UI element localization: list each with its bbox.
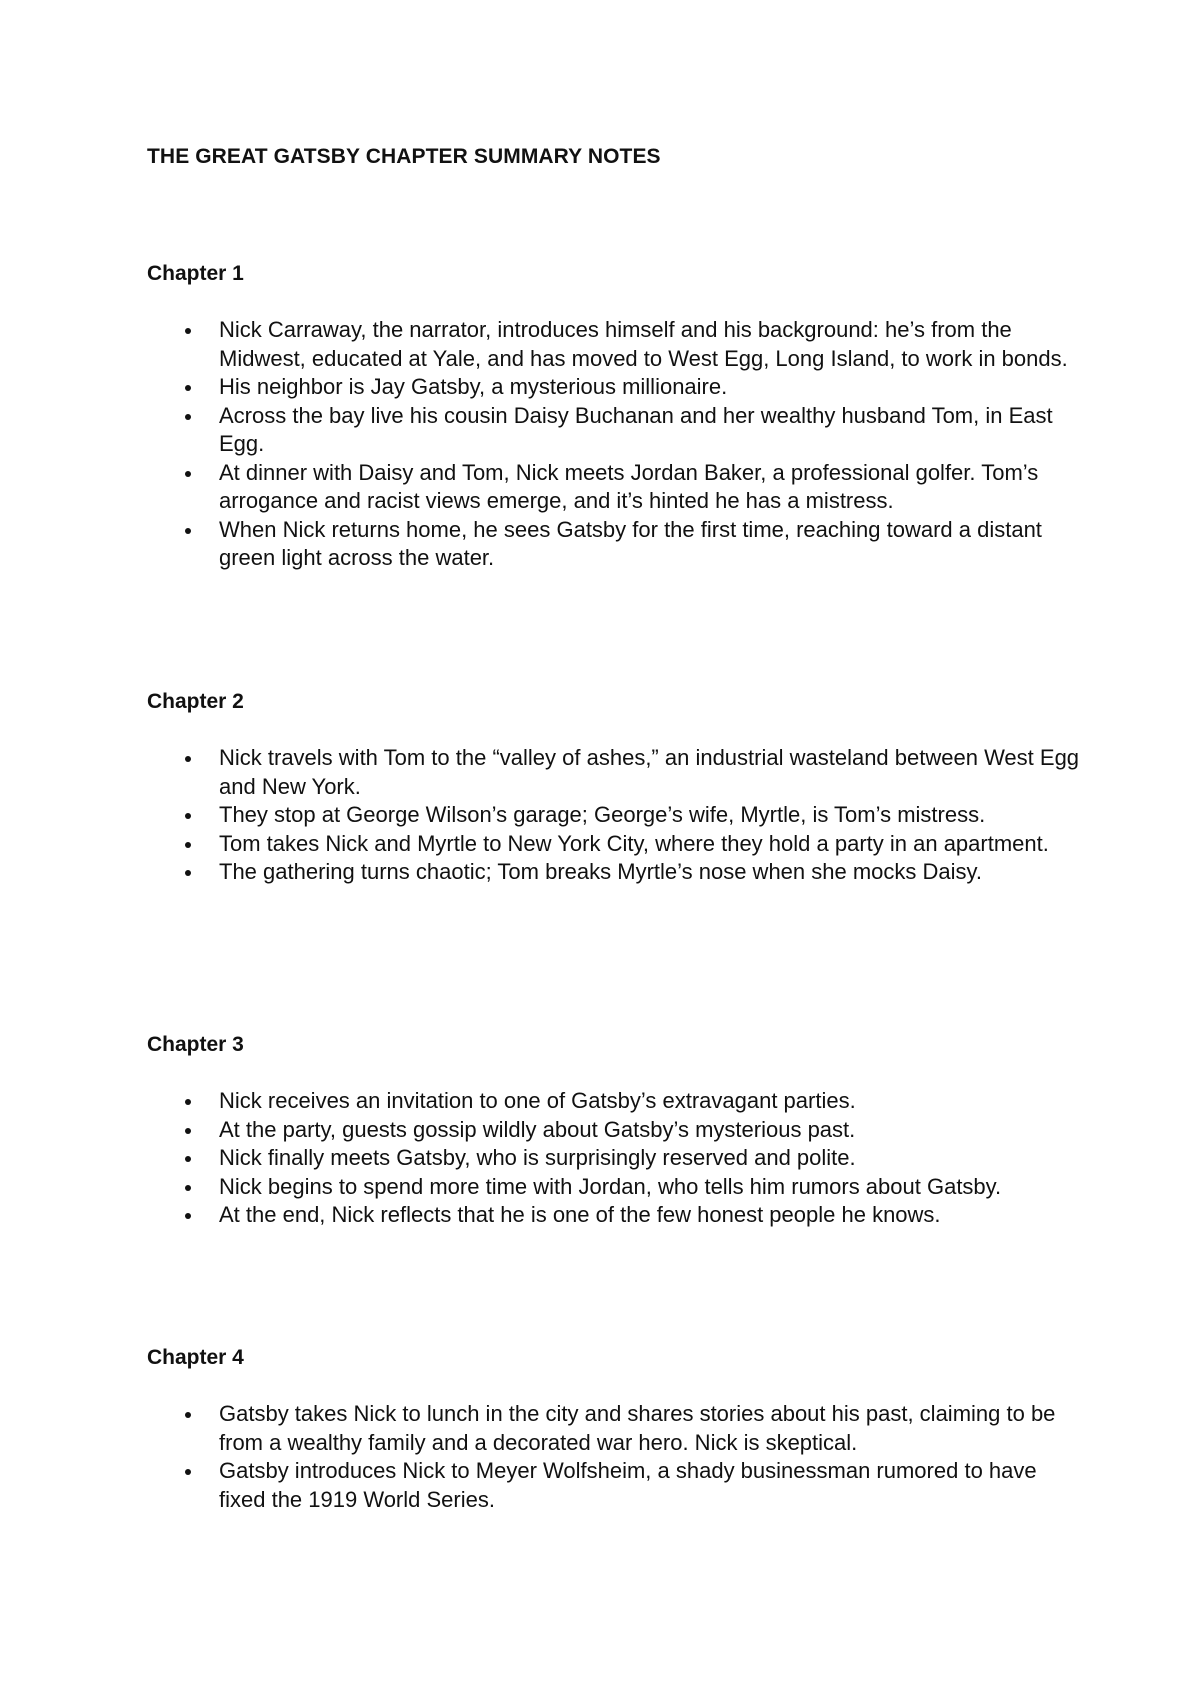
- list-item: [147, 316, 1087, 373]
- bullet-icon: [185, 842, 191, 848]
- bullet-icon: [185, 328, 191, 334]
- list-item-text: Nick begins to spend more time with Jordan, who tells him rumors about Gatsby.: [219, 1173, 1002, 1199]
- chapter-heading: Chapter 4: [147, 1346, 244, 1369]
- list-item-text: His neighbor is Jay Gatsby, a mysterious millionaire.: [219, 374, 728, 399]
- list-item-text: Nick receives an invitation to one of Gatsby’s extravagant parties.: [219, 1088, 856, 1113]
- list-item: [147, 373, 1087, 402]
- bullet-icon: [185, 813, 191, 819]
- chapter-2-bullet-list: [147, 744, 1087, 887]
- list-item-text: Nick Carraway, the narrator, introduces himself and his background: he’s from the Midwest, educated at Yale, and has moved to West Egg, Long Island, to work in bonds.: [219, 317, 1068, 371]
- list-item: [147, 1173, 1087, 1202]
- chapter-4-bullet-list: [147, 1400, 1087, 1514]
- chapter-1-bullet-list: [147, 316, 1087, 573]
- bullet-icon: [185, 385, 191, 391]
- list-item-text: They stop at George Wilson’s garage; George’s wife, Myrtle, is Tom’s mistress.: [219, 802, 986, 827]
- list-item-text: The gathering turns chaotic; Tom breaks Myrtle’s nose when she mocks Daisy.: [219, 859, 983, 884]
- list-item: [147, 1400, 1087, 1457]
- bullet-icon: [185, 756, 191, 762]
- list-item-text: At the party, guests gossip wildly about Gatsby’s mysterious past.: [219, 1116, 856, 1142]
- document-title: THE GREAT GATSBY CHAPTER SUMMARY NOTES: [147, 145, 661, 168]
- chapter-3-section: [147, 1033, 1087, 1230]
- bullet-icon: [185, 1469, 191, 1475]
- bullet-icon: [185, 528, 191, 534]
- list-item: [147, 1116, 1087, 1145]
- list-item-text: Nick finally meets Gatsby, who is surprisingly reserved and polite.: [219, 1145, 856, 1170]
- bullet-icon: [185, 1213, 191, 1219]
- list-item-text: At dinner with Daisy and Tom, Nick meets Jordan Baker, a professional golfer. Tom’s arrogance and racist views emerge, and it’s hinted he has a mistress.: [219, 459, 1039, 513]
- chapter-2-section: [147, 690, 1087, 887]
- list-item-text: Tom takes Nick and Myrtle to New York City, where they hold a party in an apartment.: [219, 830, 1049, 856]
- bullet-icon: [185, 1099, 191, 1105]
- list-item: [147, 1144, 1087, 1173]
- list-item-text: Nick travels with Tom to the “valley of ashes,” an industrial wasteland between West Egg and New York.: [219, 745, 1080, 799]
- list-item-text: Across the bay live his cousin Daisy Buchanan and her wealthy husband Tom, in East Egg.: [219, 402, 1053, 456]
- list-item: [147, 858, 1087, 887]
- chapter-3-bullet-list: [147, 1087, 1087, 1230]
- list-item-text: Gatsby introduces Nick to Meyer Wolfsheim, a shady businessman rumored to have fixed the 1919 World Series.: [219, 1458, 1037, 1512]
- chapter-heading: Chapter 1: [147, 262, 244, 285]
- bullet-icon: [185, 414, 191, 420]
- list-item: [147, 1201, 1087, 1230]
- list-item: [147, 402, 1087, 459]
- bullet-icon: [185, 1412, 191, 1418]
- list-item: [147, 801, 1087, 830]
- bullet-icon: [185, 471, 191, 477]
- list-item-text: At the end, Nick reflects that he is one of the few honest people he knows.: [219, 1202, 941, 1227]
- list-item-text: Gatsby takes Nick to lunch in the city and shares stories about his past, claiming to be from a wealthy family and a decorated war hero. Nick is skeptical.: [219, 1401, 1056, 1455]
- chapter-heading: Chapter 2: [147, 690, 244, 713]
- list-item: [147, 459, 1087, 516]
- bullet-icon: [185, 1156, 191, 1162]
- list-item: [147, 1087, 1087, 1116]
- list-item: [147, 830, 1087, 859]
- bullet-icon: [185, 870, 191, 876]
- list-item-text: When Nick returns home, he sees Gatsby for the first time, reaching toward a distant green light across the water.: [219, 516, 1042, 570]
- bullet-icon: [185, 1128, 191, 1134]
- list-item: [147, 744, 1087, 801]
- bullet-icon: [185, 1185, 191, 1191]
- chapter-1-section: [147, 262, 1087, 573]
- chapter-heading: Chapter 3: [147, 1033, 244, 1056]
- chapter-4-section: [147, 1346, 1087, 1514]
- list-item: [147, 1457, 1087, 1514]
- list-item: [147, 516, 1087, 573]
